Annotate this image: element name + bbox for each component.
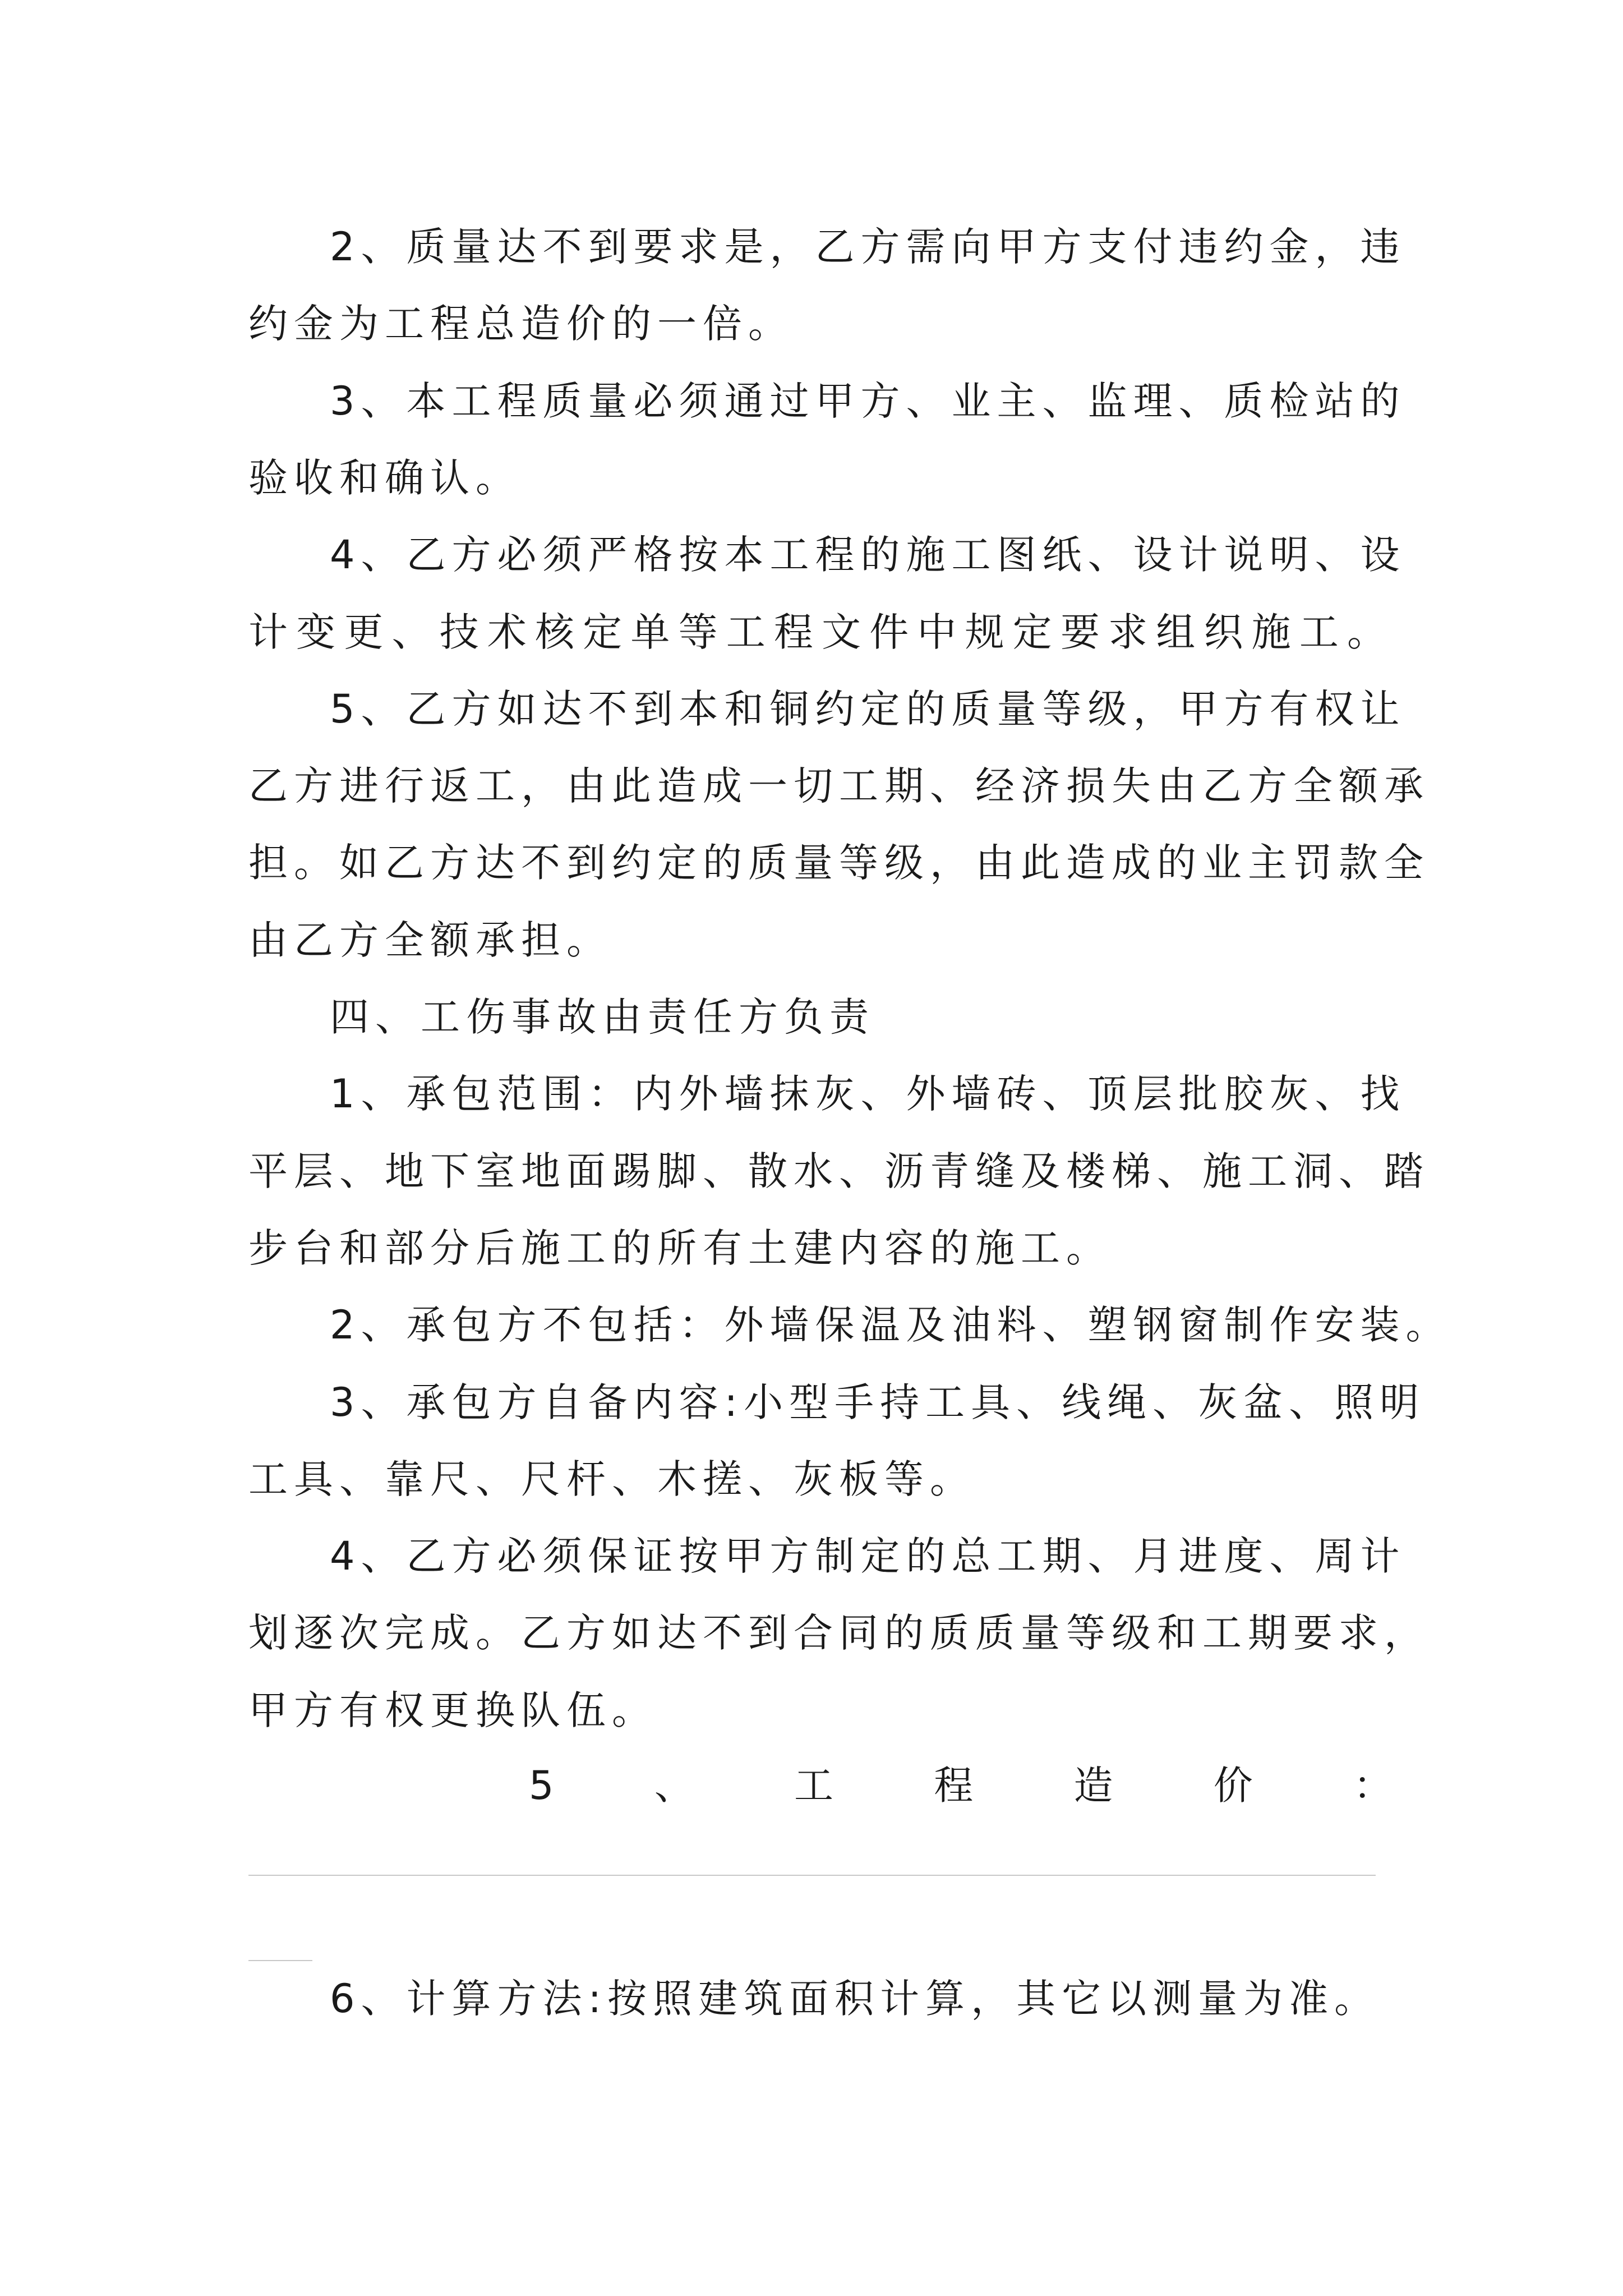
text-line: 4、乙方必须严格按本工程的施工图纸、设计说明、设 <box>330 532 1406 578</box>
text-line: 验收和确认。 <box>248 455 521 501</box>
text-line: 3、承包方自备内容:小型手持工具、线绳、灰盆、照明 <box>330 1379 1426 1425</box>
fill-in-blank-line <box>248 1875 1376 1876</box>
text-line: 划逐次完成。乙方如达不到合同的质质量等级和工期要求， <box>248 1610 1430 1656</box>
text-line: 甲方有权更换队伍。 <box>248 1687 657 1733</box>
heading-char: ： <box>1353 1763 1393 1809</box>
text-line: 1、承包范围：内外墙抹灰、外墙砖、顶层批胶灰、找 <box>330 1071 1406 1117</box>
text-line: 由乙方全额承担。 <box>248 917 612 963</box>
text-line: 工具、靠尺、尺杆、木搓、灰板等。 <box>248 1456 975 1502</box>
fill-in-blank-line-continued <box>248 1960 312 1961</box>
text-line: 步台和部分后施工的所有土建内容的施工。 <box>248 1225 1112 1271</box>
heading-char: 造 <box>1073 1763 1113 1809</box>
project-cost-heading <box>529 1760 1393 1811</box>
text-line: 担。如乙方达不到约定的质量等级，由此造成的业主罚款全 <box>248 840 1430 886</box>
text-line: 约金为工程总造价的一倍。 <box>248 301 794 347</box>
text-line: 5、乙方如达不到本和铜约定的质量等级，甲方有权让 <box>330 686 1406 732</box>
text-line: 四、工伤事故由责任方负责 <box>330 994 875 1040</box>
text-line: 计变更、技术核定单等工程文件中规定要求组织施工。 <box>248 609 1393 655</box>
text-line: 2、质量达不到要求是，乙方需向甲方支付违约金，违 <box>330 224 1406 270</box>
text-line: 2、承包方不包括：外墙保温及油料、塑钢窗制作安装。 <box>330 1302 1451 1348</box>
text-line: 平层、地下室地面踢脚、散水、沥青缝及楼梯、施工洞、踏 <box>248 1148 1430 1194</box>
text-line: 4、乙方必须保证按甲方制定的总工期、月进度、周计 <box>330 1533 1406 1579</box>
heading-char: 价 <box>1213 1763 1253 1809</box>
text-line: 乙方进行返工，由此造成一切工期、经济损失由乙方全额承 <box>248 763 1430 809</box>
text-line: 3、本工程质量必须通过甲方、业主、监理、质检站的 <box>330 378 1406 424</box>
calculation-method-line: 6、计算方法:按照建筑面积计算，其它以测量为准。 <box>330 1976 1380 2022</box>
heading-char: 工 <box>794 1763 834 1809</box>
heading-char: 、 <box>654 1763 694 1809</box>
heading-char: 程 <box>934 1763 974 1809</box>
heading-char: 5 <box>529 1763 554 1809</box>
